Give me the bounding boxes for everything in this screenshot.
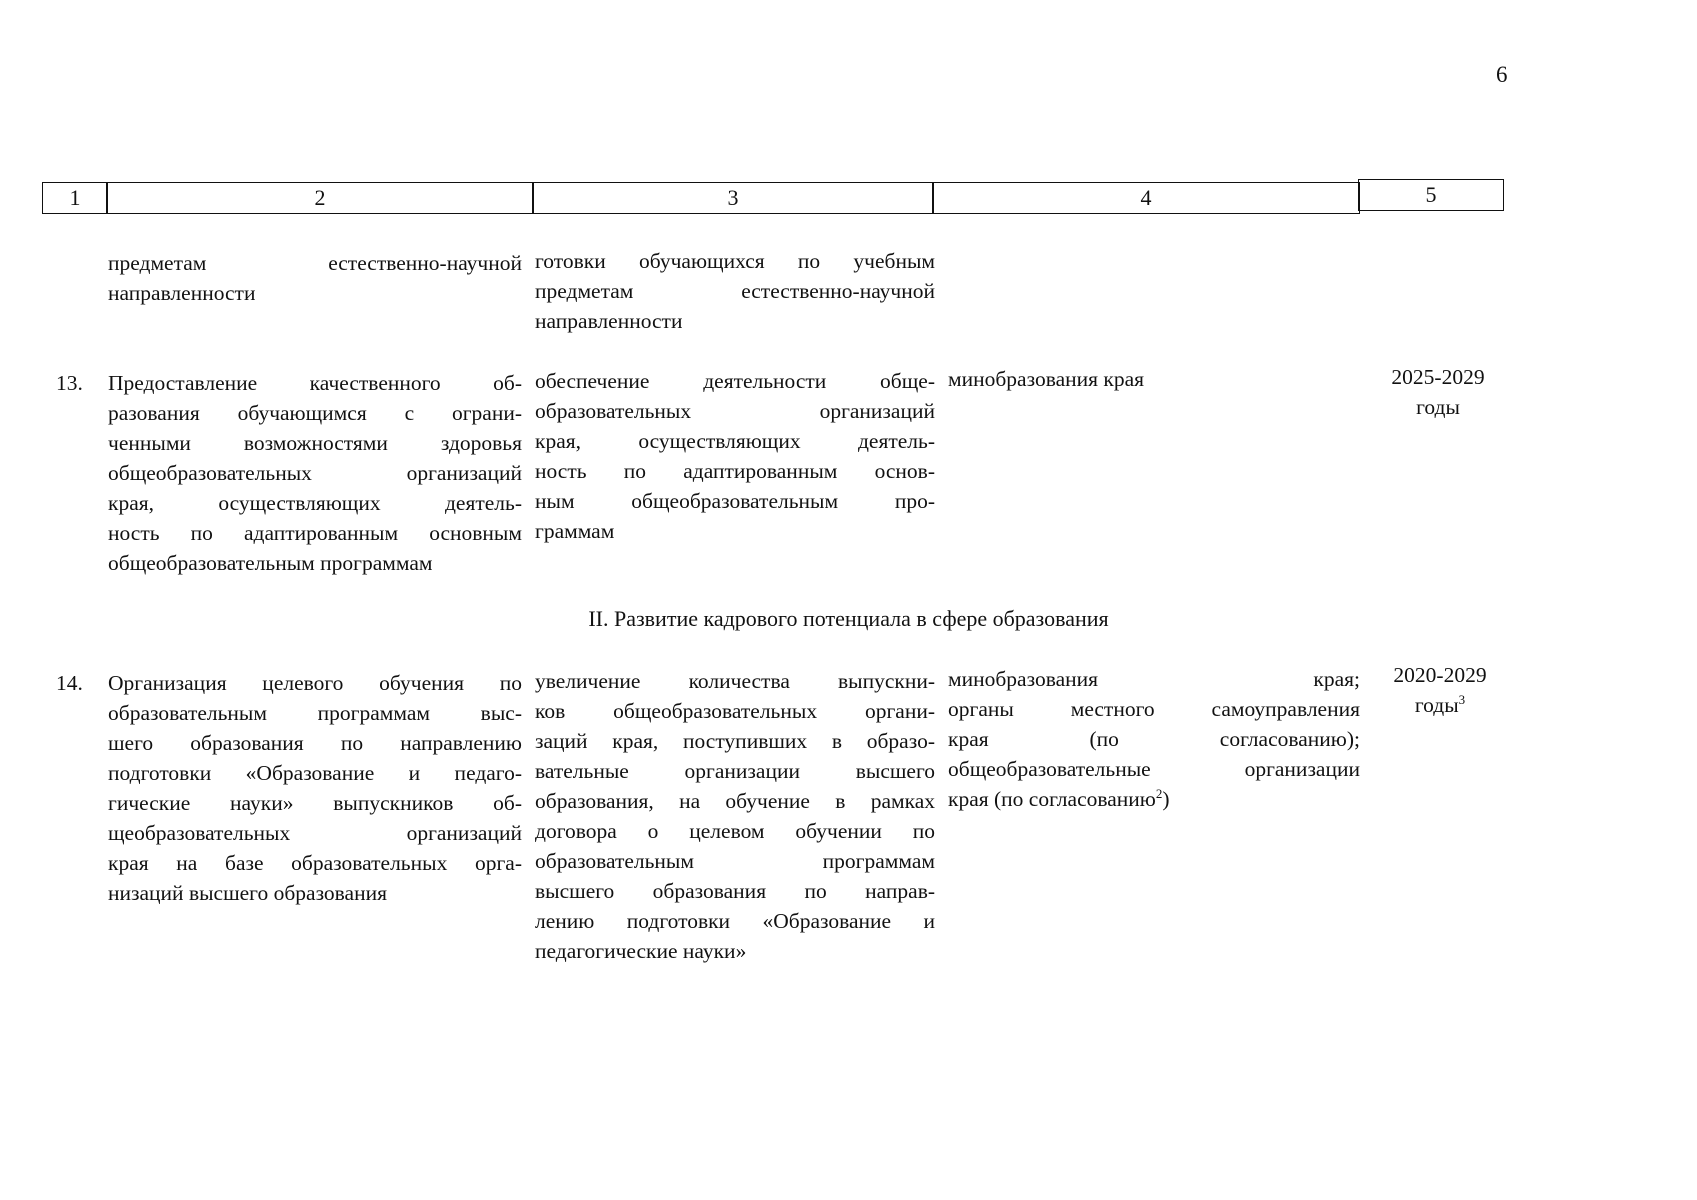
header-col-3: 3 bbox=[532, 182, 934, 214]
row14-years: 2020-2029 bbox=[1393, 663, 1487, 687]
page-number: 6 bbox=[1496, 62, 1508, 87]
header-col-5: 5 bbox=[1358, 179, 1504, 211]
text-line: обеспечение деятельности обще- bbox=[535, 369, 935, 393]
text-line: края (по согласованию); bbox=[948, 727, 1360, 751]
footnote-ref: 2 bbox=[1155, 785, 1163, 801]
row13-col5 bbox=[1373, 362, 1503, 422]
text-line: ность по адаптированным основным bbox=[108, 521, 522, 545]
text-line: низаций высшего образования bbox=[108, 881, 387, 905]
text-line: Предоставление качественного об- bbox=[108, 371, 522, 395]
text-line: готовки обучающихся по учебным bbox=[535, 249, 935, 273]
text-line: края, осуществляющих деятель- bbox=[108, 491, 522, 515]
text-line: вательные организации высшего bbox=[535, 759, 935, 783]
text-line: ным общеобразовательным про- bbox=[535, 489, 935, 513]
closing-paren: ) bbox=[1162, 787, 1170, 811]
row14-col5 bbox=[1375, 660, 1505, 720]
text-line: ность по адаптированным основ- bbox=[535, 459, 935, 483]
text-line: граммам bbox=[535, 519, 615, 543]
text-line: предметам естественно-научной bbox=[535, 279, 935, 303]
header-col-2: 2 bbox=[106, 182, 534, 214]
text-line: разования обучающимся с ограни- bbox=[108, 401, 522, 425]
text-line: образовательным программам bbox=[535, 849, 935, 873]
text-line: минобразования края bbox=[948, 367, 1145, 391]
row14-col4 bbox=[948, 664, 1360, 814]
text-line: направленности bbox=[108, 281, 256, 305]
text-line: предметам естественно-научной bbox=[108, 251, 522, 275]
row13-years-label: годы bbox=[1416, 395, 1460, 419]
row14-number: 14. bbox=[56, 671, 83, 695]
row14-years-label: годы$^3$ bbox=[1414, 691, 1466, 717]
text-line: договора о целевом обучении по bbox=[535, 819, 935, 843]
text-line: общеобразовательные организации bbox=[948, 757, 1360, 781]
text-line: подготовки «Образование и педаго- bbox=[108, 761, 522, 785]
text-line: образовательных организаций bbox=[535, 399, 935, 423]
text-line: заций края, поступивших в образо- bbox=[535, 729, 935, 753]
text-line: Организация целевого обучения по bbox=[108, 671, 522, 695]
footnote-ref: 3 bbox=[1458, 691, 1466, 707]
row13-col4 bbox=[948, 364, 1360, 394]
text-line: педагогические науки» bbox=[535, 939, 747, 963]
row13-number: 13. bbox=[56, 371, 83, 395]
section-heading: II. Развитие кадрового потенциала в сфере образования bbox=[588, 606, 1109, 631]
text-line: лению подготовки «Образование и bbox=[535, 909, 935, 933]
text-line: ков общеобразовательных органи- bbox=[535, 699, 935, 723]
row13-col2 bbox=[108, 368, 522, 578]
row14-col3 bbox=[535, 666, 935, 966]
text-line: высшего образования по направ- bbox=[535, 879, 935, 903]
text-line: увеличение количества выпускни- bbox=[535, 669, 935, 693]
text-line: образования, на обучение в рамках bbox=[535, 789, 935, 813]
header-col-1: 1 bbox=[42, 182, 108, 214]
text-line: общеобразовательных организаций bbox=[108, 461, 522, 485]
text-line: края (по согласованию$^2$) bbox=[948, 785, 1170, 811]
text-line: минобразования края; bbox=[948, 667, 1360, 691]
text-line: органы местного самоуправления bbox=[948, 697, 1360, 721]
text-line: ченными возможностями здоровья bbox=[108, 431, 522, 455]
row13-years: 2025-2029 bbox=[1391, 365, 1485, 389]
row13-col3 bbox=[535, 366, 935, 546]
text-line: общеобразовательным программам bbox=[108, 551, 433, 575]
text-line: края на базе образовательных орга- bbox=[108, 851, 522, 875]
cont-col2 bbox=[108, 248, 522, 308]
text-line: направленности bbox=[535, 309, 683, 333]
text-line: шего образования по направлению bbox=[108, 731, 522, 755]
row14-col2 bbox=[108, 668, 522, 908]
text-line: образовательным программам выс- bbox=[108, 701, 522, 725]
cont-col3 bbox=[535, 246, 935, 336]
text-line: края, осуществляющих деятель- bbox=[535, 429, 935, 453]
text-line: щеобразовательных организаций bbox=[108, 821, 522, 845]
text-line: гические науки» выпускников об- bbox=[108, 791, 522, 815]
header-col-4: 4 bbox=[932, 182, 1360, 214]
